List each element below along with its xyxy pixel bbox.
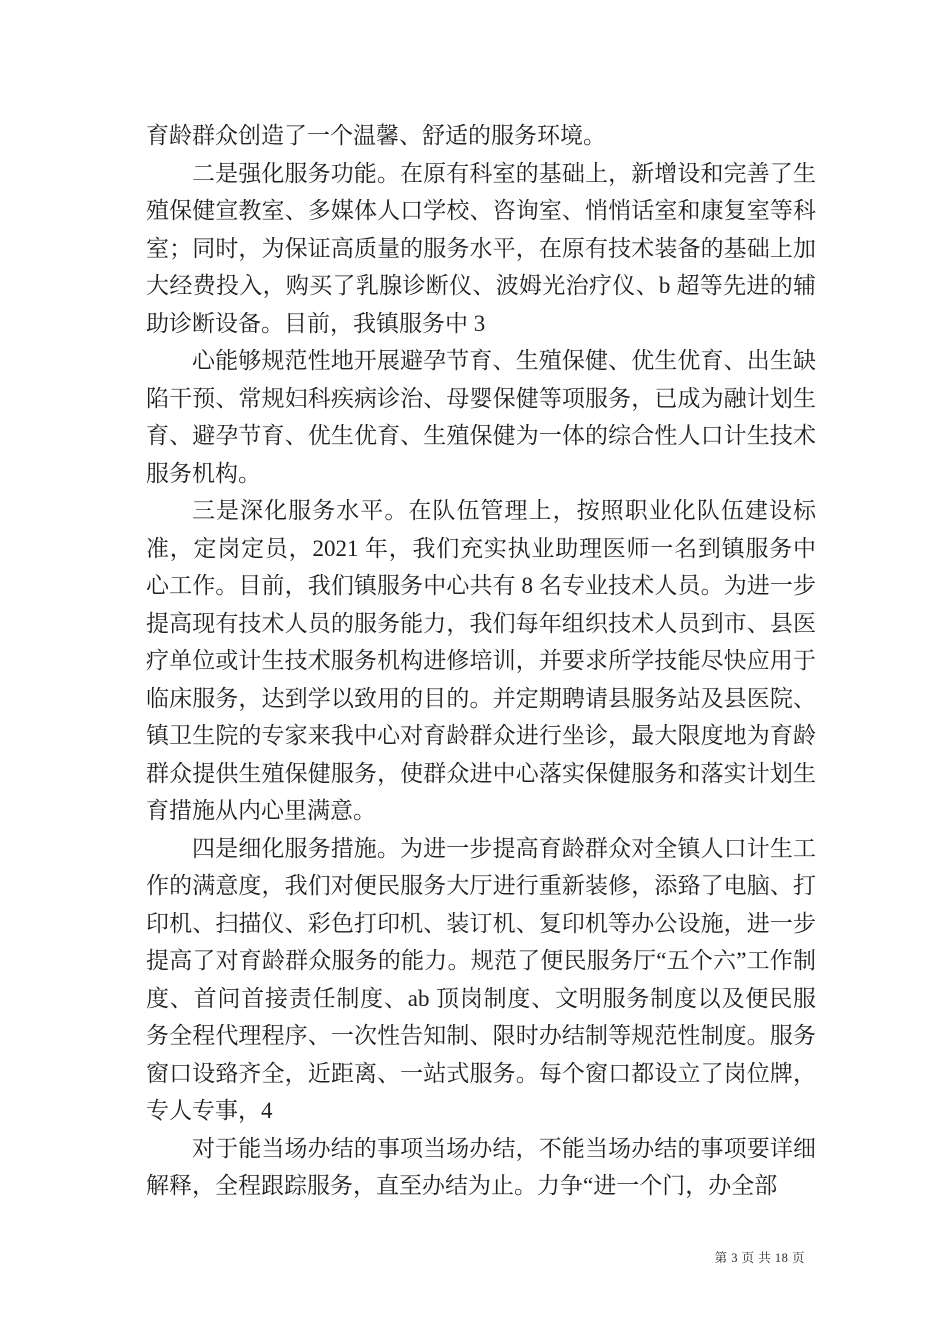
page-number-label: 第 3 页 共 18 页 (714, 1251, 805, 1265)
page-footer (715, 1248, 805, 1266)
paragraph-point-four: 四是细化服务措施。为进一步提高育龄群众对全镇人口计生工作的满意度，我们对便民服务大厅进行重新装修，添臵了电脑、打印机、扫描仪、彩色打印机、装订机、复印机等办公设施，进一步提高了对育龄群众服务的能力。规范了便民服务厅“五个六”工作制度、首问首接责任制度、ab 顶岗制度、文明服务制度以及便民服务全程代理程序、一次性告知制、限时办结制等规范性制度。服务窗口设臵齐全，近距离、一站式服务。每个窗口都设立了岗位牌，专人专事，4 (146, 835, 816, 1123)
paragraph-closing: 对于能当场办结的事项当场办结，不能当场办结的事项要详细解释，全程跟踪服务，直至办结为止。力争“进一个门，办全部 (146, 1135, 816, 1198)
paragraph-point-three: 三是深化服务水平。在队伍管理上，按照职业化队伍建设标准，定岗定员，2021 年，我们充实执业助理医师一名到镇服务中心工作。目前，我们镇服务中心共有 8 名专业技术人员。为进一步提高现有技术人员的服务能力，我们每年组织技术人员到市、县医疗单位或计生技术服务机构进修培训，并要求所学技能尽快应用于临床服务，达到学以致用的目的。并定期聘请县服务站及县医院、镇卫生院的专家来我中心对育龄群众进行坐诊，最大限度地为育龄群众提供生殖保健服务，使群众进中心落实保健服务和落实计划生育措施从内心里满意。 (146, 498, 816, 823)
paragraph-point-two-continued: 心能够规范性地开展避孕节育、生殖保健、优生优育、出生缺陷干预、常规妇科疾病诊治、母婴保健等项服务，已成为融计划生育、避孕节育、优生优育、生殖保健为一体的综合性人口计生技术服务机构。 (146, 348, 816, 486)
document-body (146, 117, 816, 1205)
paragraph-point-two: 二是强化服务功能。在原有科室的基础上，新增设和完善了生殖保健宣教室、多媒体人口学校、咨询室、悄悄话室和康复室等科室；同时，为保证高质量的服务水平，在原有技术装备的基础上加大经费投入，购买了乳腺诊断仪、波姆光治疗仪、b 超等先进的辅助诊断设备。目前，我镇服务中 3 (146, 160, 816, 336)
paragraph-continuation: 育龄群众创造了一个温馨、舒适的服务环境。 (146, 123, 606, 148)
